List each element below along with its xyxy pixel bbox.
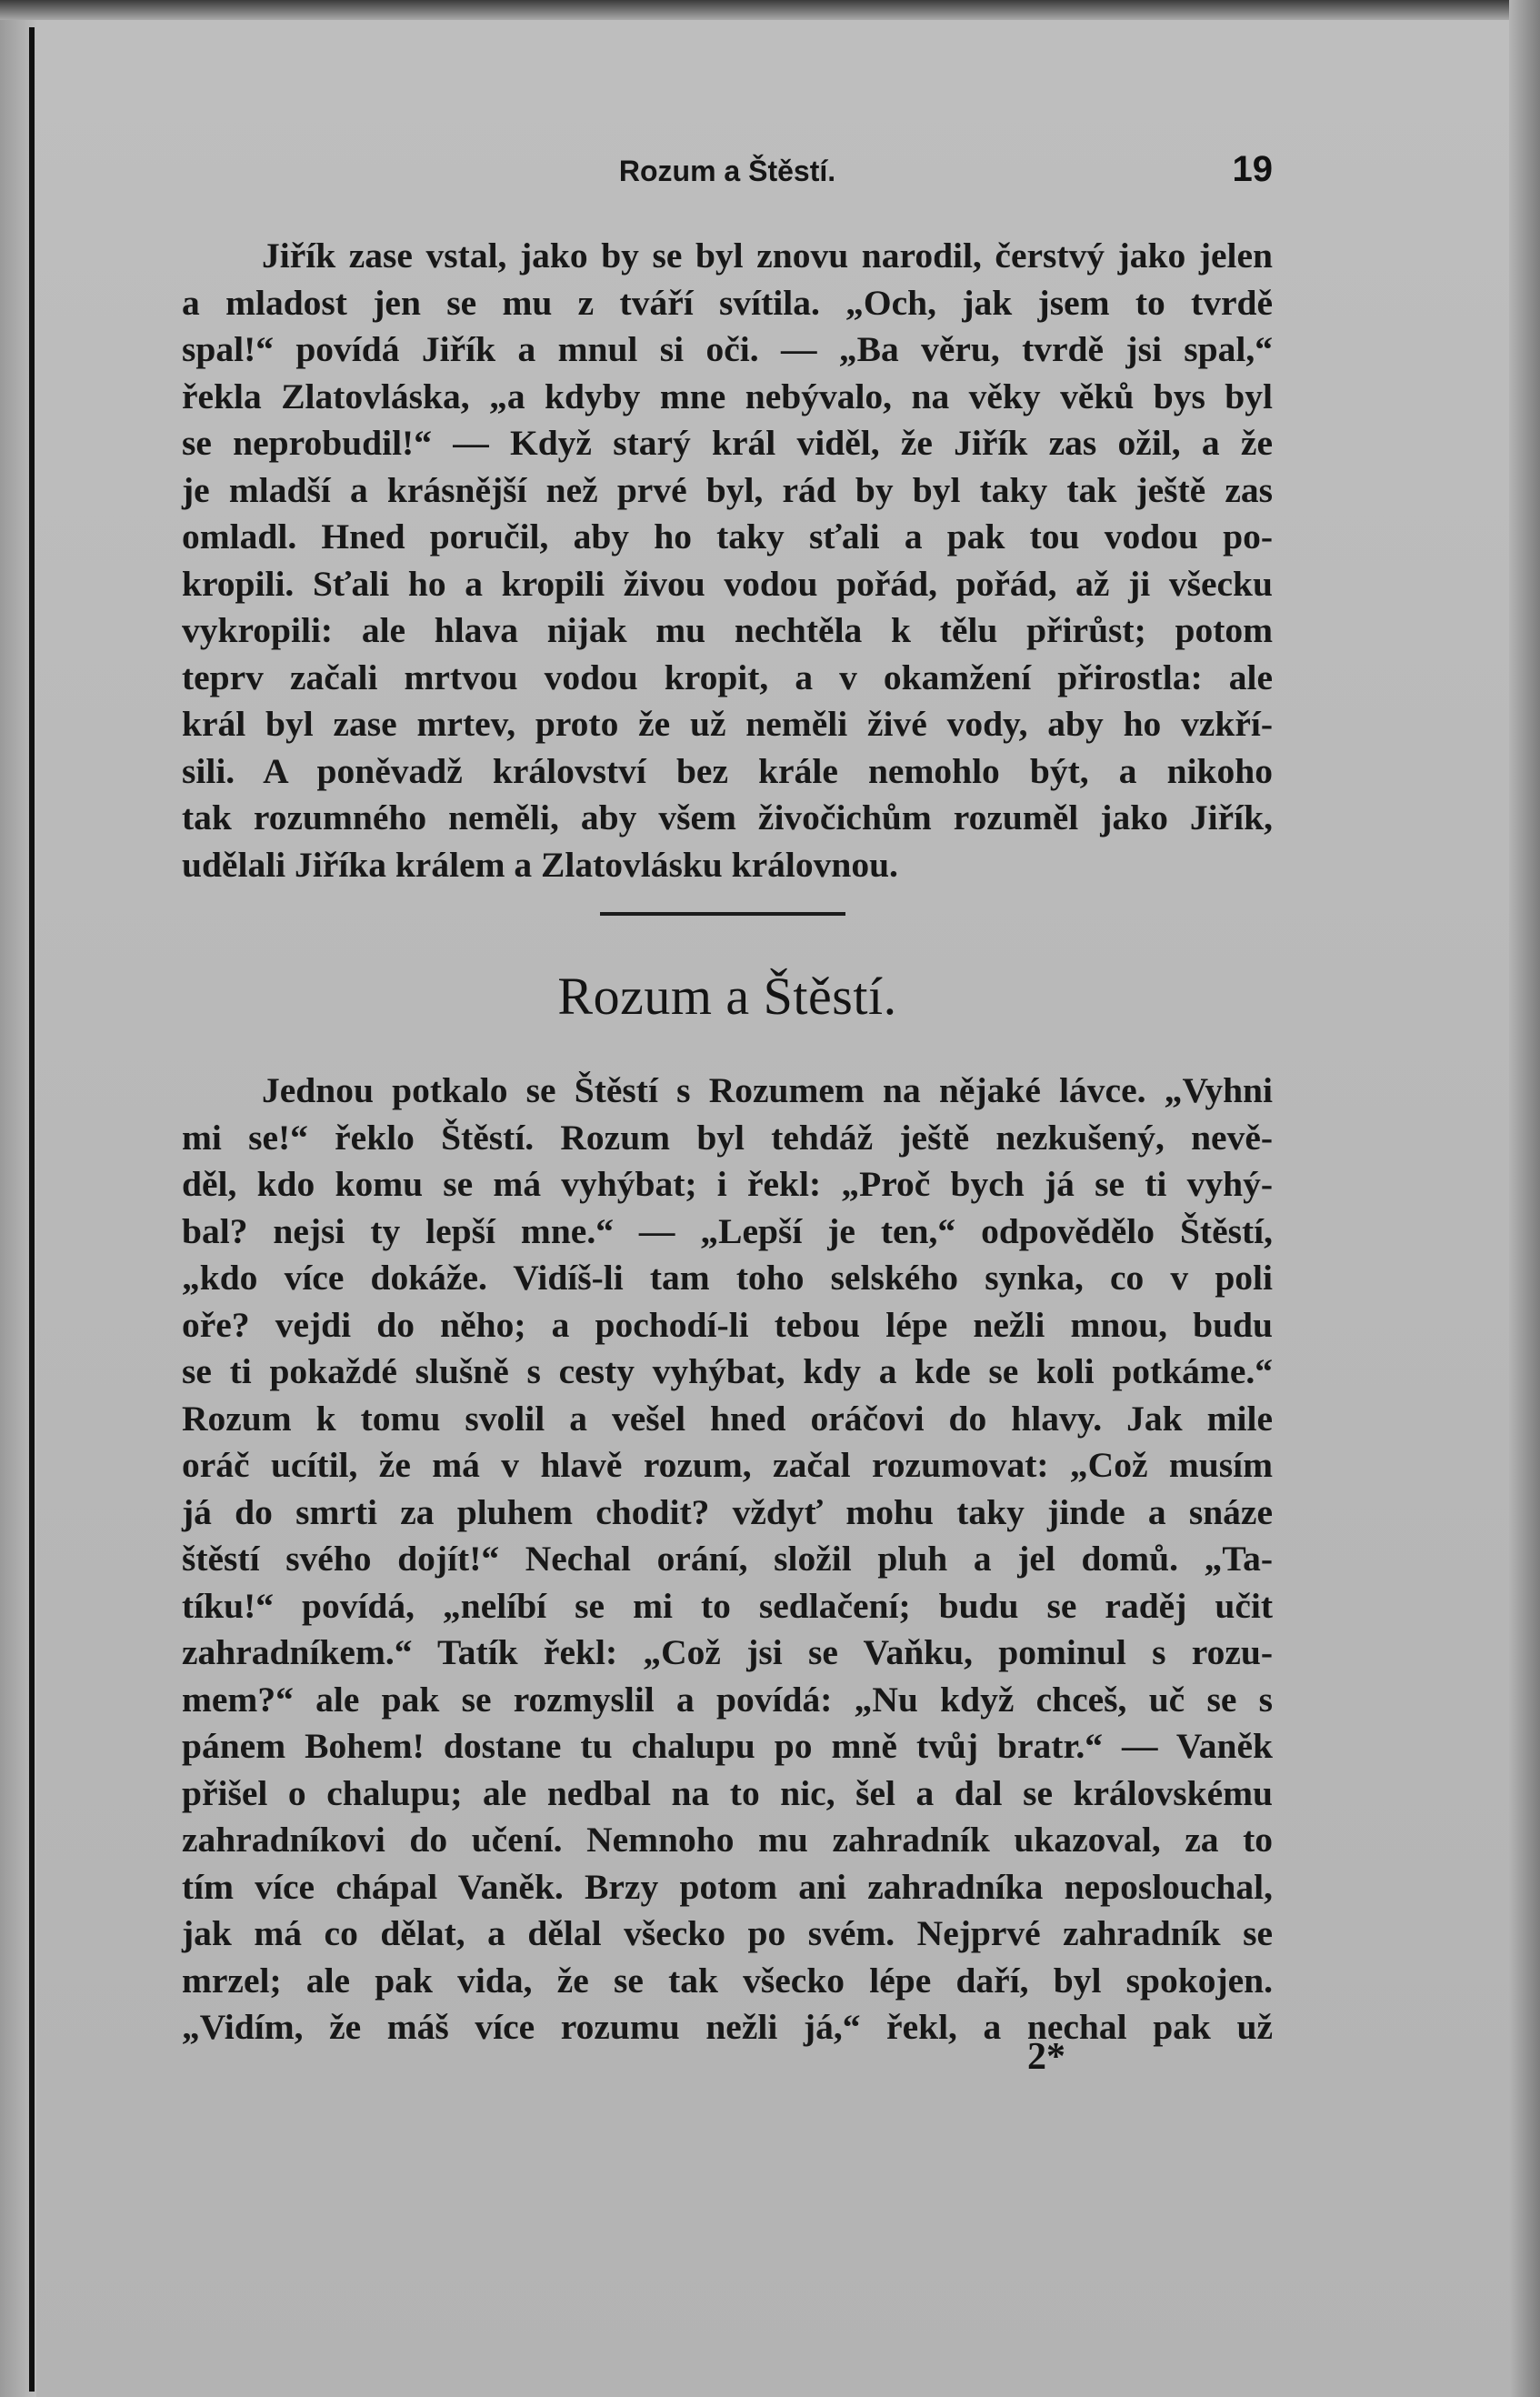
- running-title: Rozum a Štěstí.: [618, 155, 836, 187]
- scan-right-edge: [1509, 0, 1540, 2397]
- printer-signature-mark: 2*: [1027, 2036, 1065, 2078]
- text-line: tak rozumného neměli, aby všem živočichům rozuměl jako Jiřík,: [182, 797, 1273, 837]
- text-line: král byl zase mrtev, proto že už neměli živé vody, aby ho vzkří-: [182, 704, 1273, 744]
- text-line: vykropili: ale hlava nijak mu nechtěla k tělu přirůst; potom: [182, 610, 1273, 650]
- text-line: omladl. Hned poručil, aby ho taky sťali a pak tou vodou po-: [182, 517, 1273, 557]
- text-line: teprv začali mrtvou vodou kropit, a v okamžení přirostla: ale: [182, 657, 1273, 697]
- text-line: je mladší a krásnější než prvé byl, rád by byl taky tak ještě zas: [182, 469, 1273, 510]
- text-line: tíku!“ povídá, „nelíbí se mi to sedlačení; budu se raděj učit: [182, 1585, 1273, 1626]
- story-start-paragraph: [182, 1068, 1273, 2051]
- text-line: oráč ucítil, že má v hlavě rozum, začal rozumovat: „Což musím: [182, 1445, 1273, 1485]
- text-line: štěstí svého dojít!“ Nechal orání, složil pluh a jel domů. „Ta-: [182, 1539, 1273, 1579]
- text-line: kropili. Sťali ho a kropili živou vodou pořád, pořád, až ji všecku: [182, 563, 1273, 604]
- text-line: řekla Zlatovláska, „a kdyby mne nebývalo, na věky věků bys byl: [182, 376, 1273, 416]
- text-line: „Vidím, že máš více rozumu nežli já,“ řekl, a nechal pak už: [182, 2007, 1273, 2047]
- text-line: „kdo více dokáže. Vidíš-li tam toho selského synka, co v poli: [182, 1258, 1273, 1298]
- text-line: se neprobudil!“ — Když starý král viděl, že Jiřík zas ožil, a že: [182, 423, 1273, 463]
- text-line: děl, kdo komu se má vyhýbat; i řekl: „Proč bych já se ti vyhý-: [182, 1164, 1273, 1204]
- text-line: a mladost jen se mu z tváří svítila. „Och, jak jsem to tvrdě: [182, 282, 1273, 323]
- text-line: jak má co dělat, a dělal všecko po svém. Nejprvé zahradník se: [182, 1913, 1273, 1953]
- page-number: 19: [1232, 149, 1273, 189]
- text-line: Rozum k tomu svolil a vešel hned oráčovi do hlavy. Jak mile: [182, 1398, 1273, 1439]
- text-line: mem?“ ale pak se rozmyslil a povídá: „Nu když chceš, uč se s: [182, 1679, 1273, 1720]
- text-line: mrzel; ale pak vida, že se tak všecko lépe daří, byl spokojen.: [182, 1960, 1273, 2001]
- text-line: mi se!“ řeklo Štěstí. Rozum byl tehdáž ještě nezkušený, nevě-: [182, 1117, 1273, 1158]
- page-binding-edge: [29, 27, 35, 2392]
- text-line: udělali Jiříka králem a Zlatovlásku královnou.: [182, 844, 898, 885]
- story-ending-paragraph: [182, 233, 1273, 888]
- text-line: Jiřík zase vstal, jako by se byl znovu narodil, čerstvý jako jelen: [262, 236, 1273, 276]
- text-line: bal? nejsi ty lepší mne.“ — „Lepší je ten,“ odpovědělo Štěstí,: [182, 1210, 1273, 1251]
- text-line: sili. A poněvadž království bez krále nemohlo být, a nikoho: [182, 750, 1273, 791]
- text-line: zahradníkovi do učení. Nemnoho mu zahradník ukazoval, za to: [182, 1820, 1273, 1860]
- text-line: přišel o chalupu; ale nedbal na to nic, šel a dal se královskému: [182, 1772, 1273, 1813]
- scan-top-edge: [0, 0, 1540, 20]
- text-line: já do smrti za pluhem chodit? vždyť mohu taky jinde a snáze: [182, 1491, 1273, 1532]
- text-line: zahradníkem.“ Tatík řekl: „Což jsi se Vaňku, pominul s rozu-: [182, 1632, 1273, 1672]
- text-line: oře? vejdi do něho; a pochodí-li tebou lépe nežli mnou, budu: [182, 1304, 1273, 1345]
- text-line: tím více chápal Vaněk. Brzy potom ani zahradníka neposlouchal,: [182, 1866, 1273, 1907]
- text-line: Jednou potkalo se Štěstí s Rozumem na nějaké lávce. „Vyhni: [262, 1070, 1273, 1110]
- running-head: [182, 145, 1273, 200]
- section-title: Rozum a Štěstí.: [557, 967, 897, 1026]
- section-separator-rule: [600, 912, 845, 916]
- text-line: pánem Bohem! dostane tu chalupu po mně tvůj bratr.“ — Vaněk: [182, 1726, 1273, 1766]
- text-line: se ti pokaždé slušně s cesty vyhýbat, kdy a kde se koli potkáme.“: [182, 1351, 1273, 1391]
- text-line: spal!“ povídá Jiřík a mnul si oči. — „Ba věru, tvrdě jsi spal,“: [182, 329, 1273, 369]
